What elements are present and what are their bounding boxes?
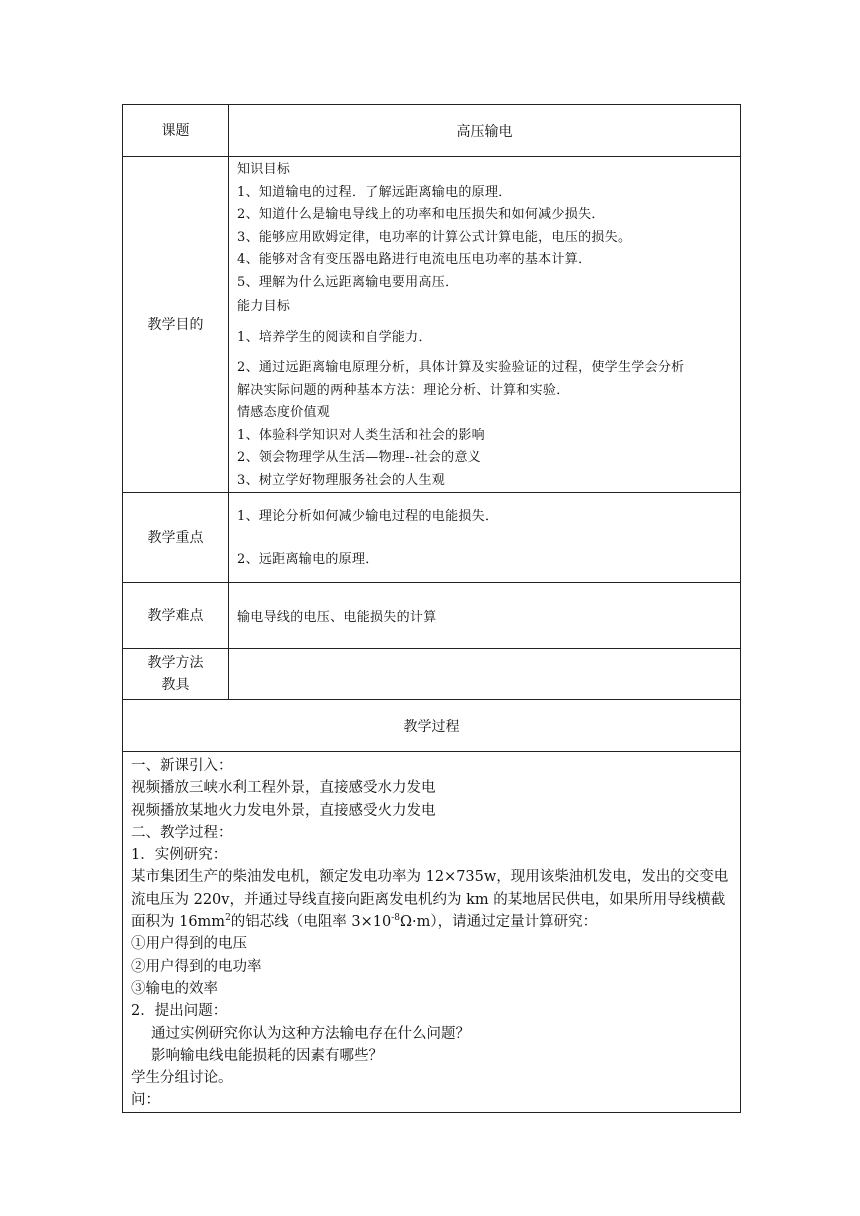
intro-heading: 一、新课引入： <box>131 758 233 774</box>
emotion-item: 3、树立学好物理服务社会的人生观 <box>237 472 446 488</box>
process-content <box>123 752 741 1113</box>
case-text: 的铝芯线（电阻率 3×10 <box>230 914 392 931</box>
superscript: -8 <box>391 913 401 924</box>
case-text: 面积为 16mm <box>131 914 226 931</box>
question-item: ①用户得到的电压 <box>131 936 247 953</box>
superscript: 2 <box>225 913 231 924</box>
raise-question: 影响输电线电能损耗的因素有哪些？ <box>151 1047 383 1064</box>
section2-heading: 二、教学过程： <box>131 824 233 841</box>
knowledge-item: 5、理解为什么远距离输电要用高压． <box>237 274 459 290</box>
knowledge-item: 4、能够对含有变压器电路进行电流电压电功率的基本计算． <box>237 252 592 267</box>
methods-label <box>123 649 229 700</box>
case-line: 流电压为 220v，并通过导线直接向距离发电机约为 km 的某地居民供电，如果所用导线横截 <box>131 891 726 908</box>
step1-heading: 1．实例研究： <box>131 847 228 864</box>
ability-heading: 能力目标 <box>237 299 291 314</box>
process-heading-row <box>123 700 741 752</box>
objectives-row <box>123 157 741 493</box>
process-row <box>123 752 741 1113</box>
key-points-label: 教学重点 <box>123 493 229 583</box>
key-point-item: 1、理论分析如何减少输电过程的电能损失． <box>237 509 499 524</box>
topic-row <box>123 105 741 157</box>
group-discussion: 学生分组讨论。 <box>131 1070 233 1087</box>
ability-item: 解决实际问题的两种基本方法：理论分析、计算和实验． <box>237 382 570 398</box>
knowledge-item: 3、能够应用欧姆定律，电功率的计算公式计算电能，电压的损失。 <box>237 229 632 245</box>
objectives-label: 教学目的 <box>123 157 229 493</box>
ability-item: 1、培养学生的阅读和自学能力． <box>237 329 432 345</box>
objectives-content <box>229 157 741 493</box>
case-line: 某市集团生产的柴油发电机，额定发电功率为 12×735w，现用该柴油机发电，发出的交变电 <box>131 869 729 886</box>
topic-value: 高压输电 <box>229 105 741 157</box>
topic-label: 课题 <box>123 105 229 157</box>
intro-line: 视频播放三峡水利工程外景，直接感受水力发电 <box>131 780 436 797</box>
difficulties-content <box>229 583 741 649</box>
difficulties-value: 输电导线的电压、电能损失的计算 <box>237 610 437 625</box>
case-text: Ω·m），请通过定量计算研究： <box>400 914 598 931</box>
key-points-row <box>123 493 741 583</box>
raise-question: 通过实例研究你认为这种方法输电存在什么问题？ <box>151 1025 470 1042</box>
key-point-item: 2、远距离输电的原理． <box>237 552 379 567</box>
step2-heading: 2．提出问题： <box>131 1003 228 1020</box>
knowledge-item: 1、知道输电的过程．了解远距离输电的原理． <box>237 184 512 200</box>
emotion-item: 1、体验科学知识对人类生活和社会的影响 <box>237 427 485 443</box>
process-heading: 教学过程 <box>123 700 741 752</box>
ask-line: 问： <box>131 1092 160 1109</box>
methods-label-line2: 教具 <box>161 677 190 693</box>
question-item: ③输电的效率 <box>131 980 218 997</box>
knowledge-item: 2、知道什么是输电导线上的功率和电压损失和如何减少损失． <box>237 207 605 222</box>
case-line <box>131 911 740 933</box>
lesson-plan-table <box>122 104 741 1113</box>
intro-line: 视频播放某地火力发电外景，直接感受火力发电 <box>131 802 436 819</box>
methods-row <box>123 649 741 700</box>
emotion-heading: 情感态度价值观 <box>237 405 331 420</box>
difficulties-label: 教学难点 <box>123 583 229 649</box>
emotion-item: 2、领会物理学从生活—物理--社会的意义 <box>237 450 482 465</box>
knowledge-heading: 知识目标 <box>237 162 291 177</box>
methods-label-line1: 教学方法 <box>147 655 204 671</box>
question-item: ②用户得到的电功率 <box>131 958 262 975</box>
key-points-content <box>229 493 741 583</box>
difficulties-row <box>123 583 741 649</box>
methods-value <box>229 649 741 700</box>
ability-item: 2、通过远距离输电原理分析，具体计算及实验验证的过程，使学生学会分析 <box>237 360 685 375</box>
